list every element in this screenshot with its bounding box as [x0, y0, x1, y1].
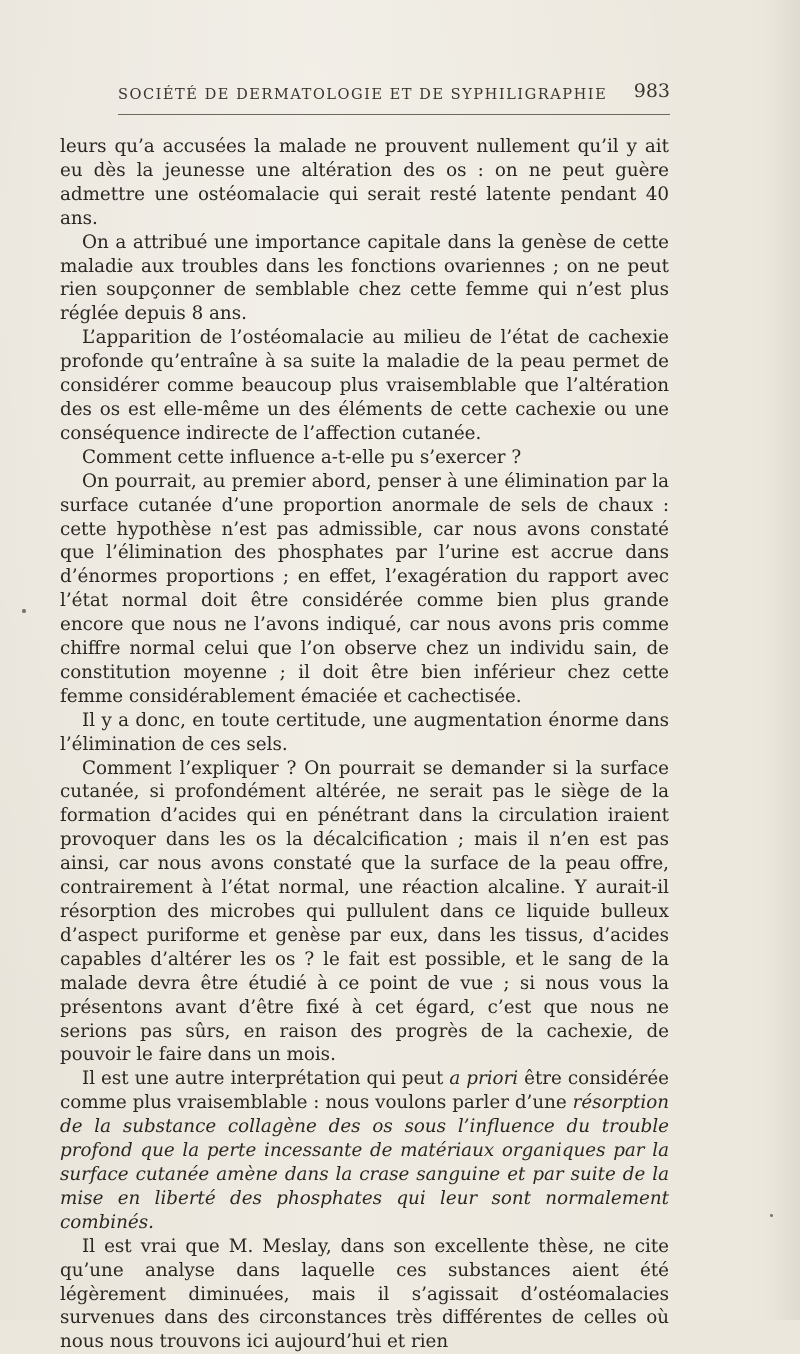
paragraph-8-italic-passage: résorption de la substance collagène des os sous l’influence du trouble profond que la perte incessante de matériaux organiques par la surface cutanée amène dans la crase sanguine et par suite de la mise en liberté des phosphates qui leur sont normalement combinés.	[60, 1092, 669, 1233]
header-rule	[118, 114, 670, 115]
paper-speck	[770, 1214, 773, 1217]
running-title: SOCIÉTÉ DE DERMATOLOGIE ET DE SYPHILIGRAPHIE	[118, 86, 608, 103]
paragraph-5: On pourrait, au premier abord, penser à une élimination par la surface cutanée d’une proportion anormale de sels de chaux : cette hypothèse n’est pas admissible, car nous avons constaté que l’élimination des phosphates par l’urine est accrue dans d’énormes proportions ; en effet, l’exagération du rapport avec l’état normal doit être considérée comme bien plus grande encore que nous ne l’avons indiqué, car nous avons pris comme chiffre normal celui que l’on observe chez un individu sain, de constitution moyenne ; il doit être bien inférieur chez cette femme considérablement émaciée et cachectisée.	[60, 470, 669, 707]
paragraph-8-italic-a-priori: a priori	[449, 1068, 519, 1090]
paragraph-8-start: Il est une autre interprétation qui peut	[82, 1068, 450, 1090]
paragraph-6: Il y a donc, en toute certitude, une augmentation énorme dans l’élimination de ces sels.	[60, 709, 669, 755]
body-text	[60, 135, 669, 1354]
paper-speck	[22, 609, 26, 613]
paragraph-1: leurs qu’a accusées la malade ne prouvent nullement qu’il y ait eu dès la jeunesse une altération des os : on ne peut guère admettre une ostéomalacie qui serait resté latente pendant 40 ans.	[60, 136, 669, 229]
paragraph-9: Il est vrai que M. Meslay, dans son excellente thèse, ne cite qu’une analyse dans laquelle ces substances aient été légèrement diminuées, mais il s’agissait d’ostéomalacies survenues dans des circonstances très différentes de celles où nous nous trouvons ici aujourd’hui et rien	[60, 1235, 669, 1353]
page-number: 983	[633, 80, 670, 102]
paragraph-4: Comment cette influence a-t-elle pu s’exercer ?	[82, 446, 522, 468]
running-header	[118, 80, 670, 108]
paragraph-8-middle: être considérée comme plus vraisemblable : nous voulons parler d’une	[60, 1068, 669, 1114]
paragraph-8	[60, 1067, 669, 1234]
paragraph-7: Comment l’expliquer ? On pourrait se demander si la surface cutanée, si profondément altérée, ne serait pas le siège de la formation d’acides qui en pénétrant dans la circulation iraient provoquer dans les os la décalcification ; mais il n’en est pas ainsi, car nous avons constaté que la surface de la peau offre, contrairement à l’état normal, une réaction alcaline. Y aurait-il résorption des microbes qui pullulent dans ce liquide bulleux d’aspect puriforme et genèse par eux, dans les tissus, d’acides capables d’altérer les os ? le fait est possible, et le sang de la malade devra être étudié à ce point de vue ; si nous vous la présentons avant d’être fixé à cet égard, c’est que nous ne serions pas sûrs, en raison des progrès de la cachexie, de pouvoir le faire dans un mois.	[60, 757, 669, 1066]
paragraph-2: On a attribué une importance capitale dans la genèse de cette maladie aux troubles dans les fonctions ovariennes ; on ne peut rien soupçonner de semblable chez cette femme qui n’est plus réglée depuis 8 ans.	[60, 231, 669, 325]
paragraph-3: L’apparition de l’ostéomalacie au milieu de l’état de cachexie profonde qu’entraîne à sa suite la maladie de la peau permet de considérer comme beaucoup plus vraisemblable que l’altération des os est elle-même un des éléments de cette cachexie ou une conséquence indirecte de l’affection cutanée.	[60, 327, 669, 444]
page-edge-shadow	[764, 0, 800, 1320]
